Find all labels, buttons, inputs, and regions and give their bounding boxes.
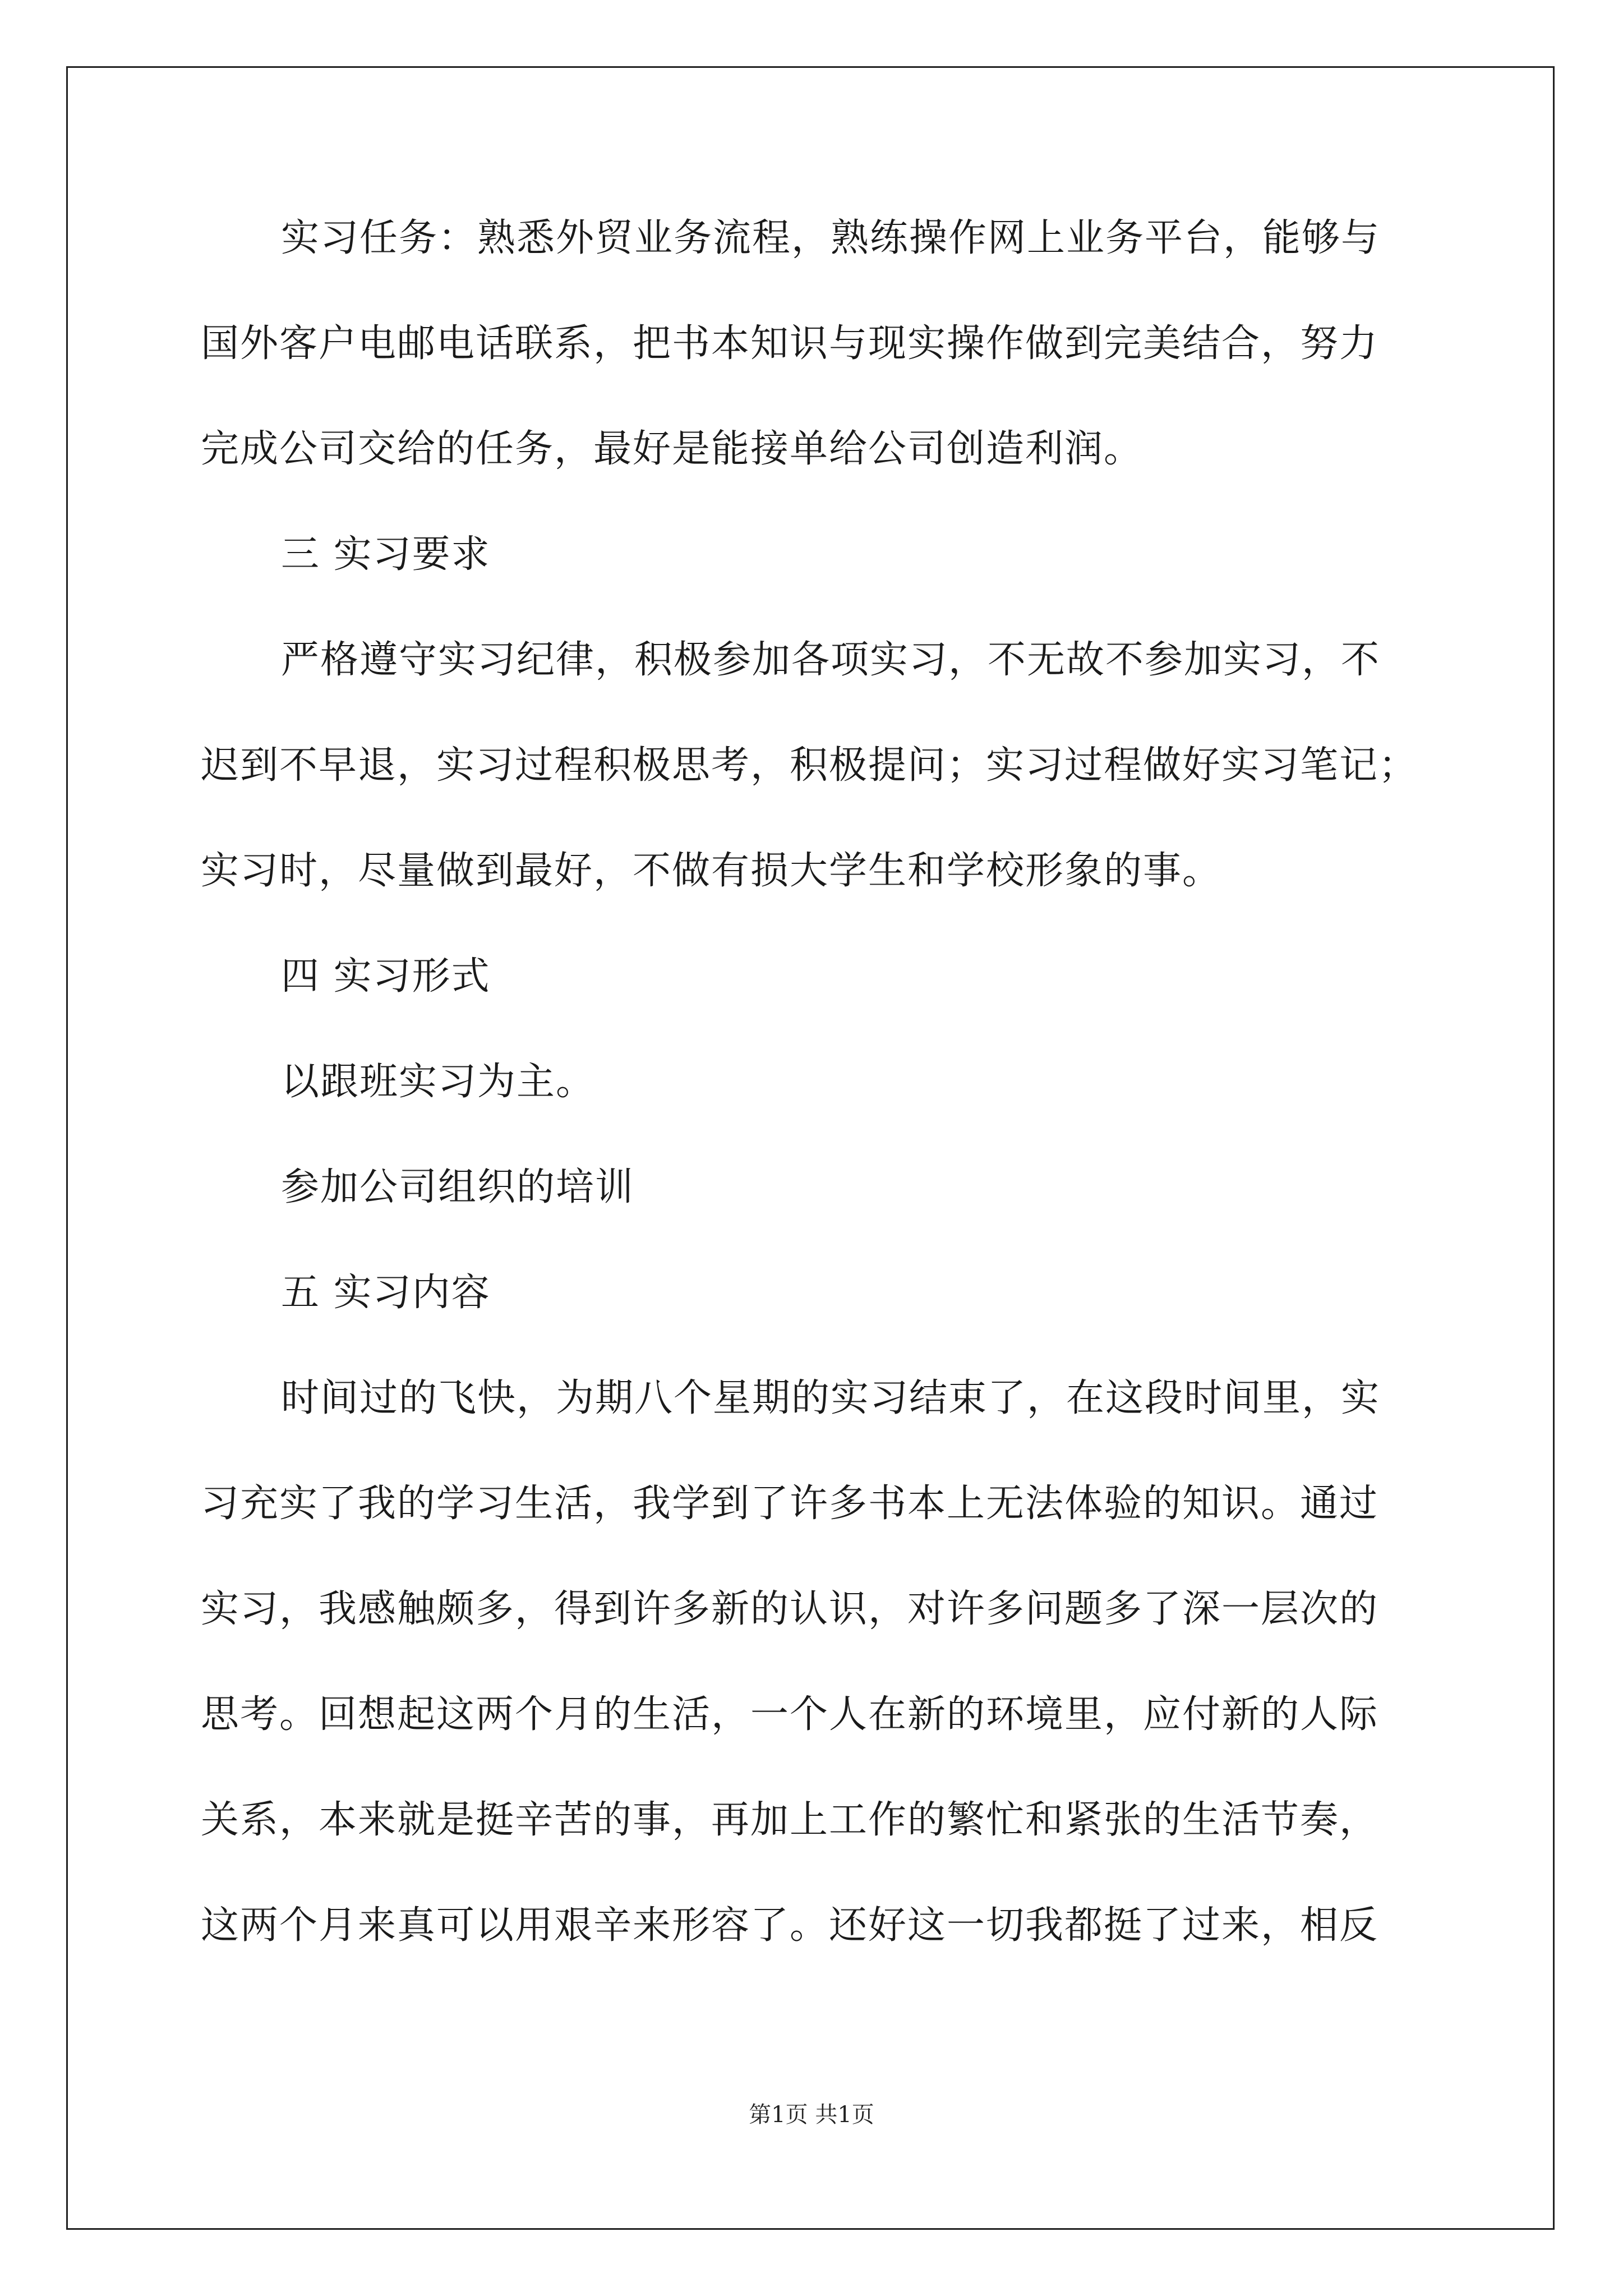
paragraph-line: 实习，我感触颇多，得到许多新的认识，对许多问题多了深一层次的	[201, 1587, 1379, 1631]
section-heading: 五 实习内容	[281, 1271, 491, 1315]
paragraph-line: 习充实了我的学习生活，我学到了许多书本上无法体验的知识。通过	[201, 1481, 1379, 1526]
paragraph-line: 参加公司组织的培训	[281, 1165, 635, 1209]
paragraph-line: 严格遵守实习纪律，积极参加各项实习，不无故不参加实习，不	[281, 638, 1381, 682]
paragraph-line: 时间过的飞快，为期八个星期的实习结束了，在这段时间里，实	[281, 1376, 1381, 1420]
paragraph-line: 实习任务：熟悉外贸业务流程，熟练操作网上业务平台，能够与	[281, 216, 1381, 260]
paragraph-line: 思考。回想起这两个月的生活，一个人在新的环境里，应付新的人际	[201, 1692, 1379, 1737]
paragraph-line: 这两个月来真可以用艰辛来形容了。还好这一切我都挺了过来，相反	[201, 1903, 1379, 1948]
section-heading: 四 实习形式	[281, 954, 491, 999]
paragraph-line: 完成公司交给的任务，最好是能接单给公司创造利润。	[201, 427, 1144, 471]
section-heading: 三 实习要求	[281, 532, 491, 577]
paragraph-line: 实习时，尽量做到最好，不做有损大学生和学校形象的事。	[201, 849, 1222, 893]
paragraph-line: 关系，本来就是挺辛苦的事，再加上工作的繁忙和紧张的生活节奏，	[201, 1798, 1379, 1842]
paragraph-line: 以跟班实习为主。	[281, 1060, 596, 1104]
paragraph-line: 国外客户电邮电话联系，把书本知识与现实操作做到完美结合，努力	[201, 321, 1379, 366]
page-number-footer: 第1页 共1页	[749, 2102, 874, 2128]
paragraph-line: 迟到不早退，实习过程积极思考，积极提问；实习过程做好实习笔记；	[201, 743, 1418, 788]
